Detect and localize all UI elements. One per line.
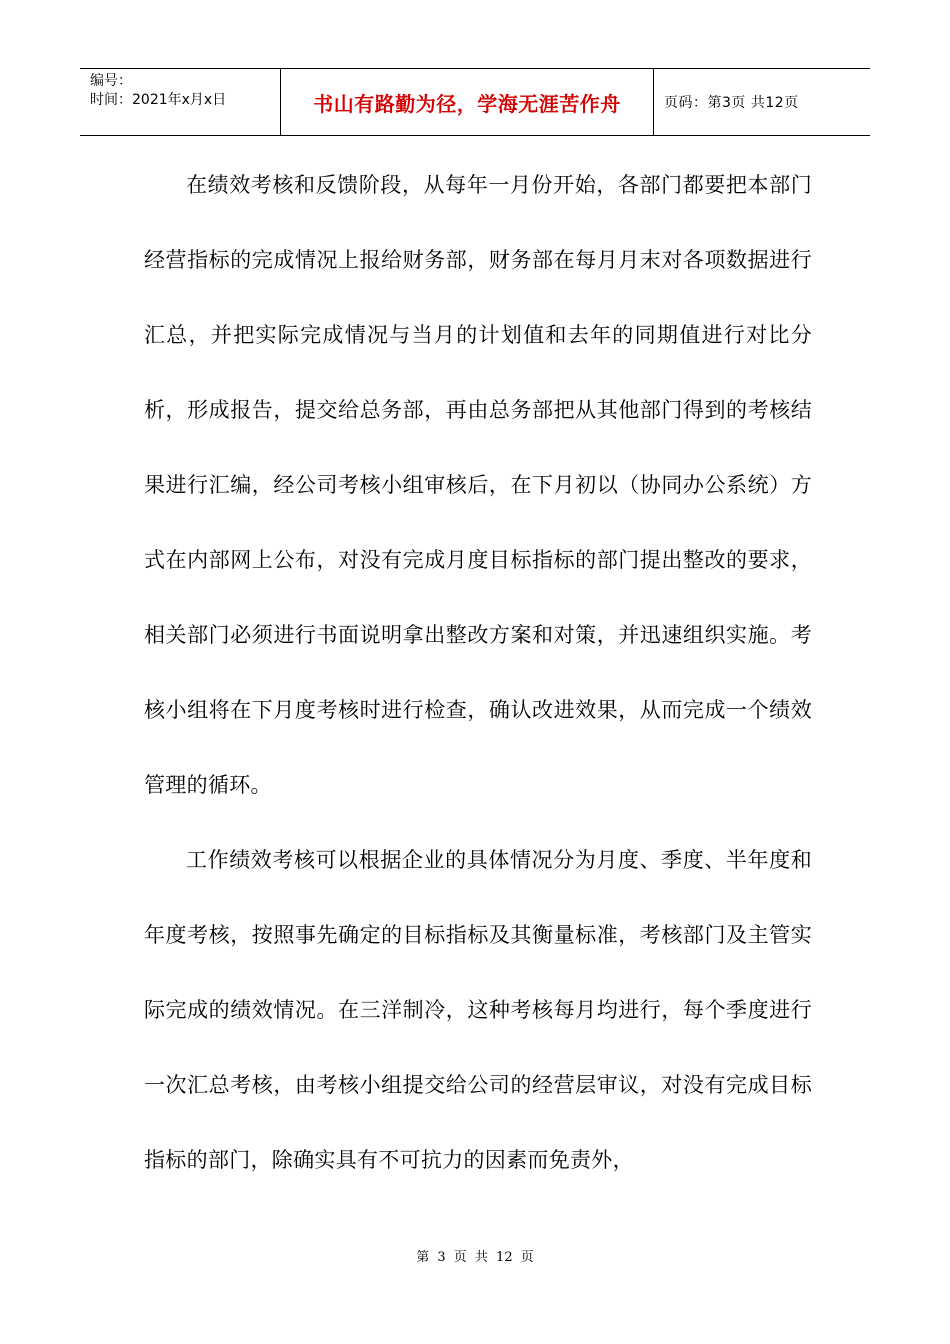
document-number-label: 编号： <box>90 73 132 89</box>
body-paragraph-1: 在绩效考核和反馈阶段，从每年一月份开始，各部门都要把本部门经营指标的完成情况上报给财务部，财务部在每月月末对各项数据进行汇总，并把实际完成情况与当月的计划值和去年的同期值进行对比分析，形成报告，提交给总务部，再由总务部把从其他部门得到的考核结果进行汇编，经公司考核小组审核后，在下月初以（协同办公系统）方式在内部网上公布，对没有完成月度目标指标的部门提出整改的要求，相关部门必须进行书面说明拿出整改方案和对策，并迅速组织实施。考核小组将在下月度考核时进行检查，确认改进效果，从而完成一个绩效管理的循环。 <box>144 173 812 797</box>
header-meta-cell <box>80 69 281 135</box>
document-body <box>144 148 812 1198</box>
document-header <box>80 68 870 136</box>
document-date-label: 时间：2021年x月x日 <box>90 92 227 108</box>
header-motto: 书山有路勤为径，学海无涯苦作舟 <box>281 69 654 135</box>
body-paragraph-2: 工作绩效考核可以根据企业的具体情况分为月度、季度、半年度和年度考核，按照事先确定的目标指标及其衡量标准，考核部门及主管实际完成的绩效情况。在三洋制冷，这种考核每月均进行，每个季度进行一次汇总考核，由考核小组提交给公司的经营层审议，对没有完成目标指标的部门，除确实具有不可抗力的因素而免责外， <box>144 848 812 1172</box>
page-footer: 第 3 页 共 12 页 <box>416 1250 534 1265</box>
header-page-number: 页码：第3页 共12页 <box>664 95 799 111</box>
